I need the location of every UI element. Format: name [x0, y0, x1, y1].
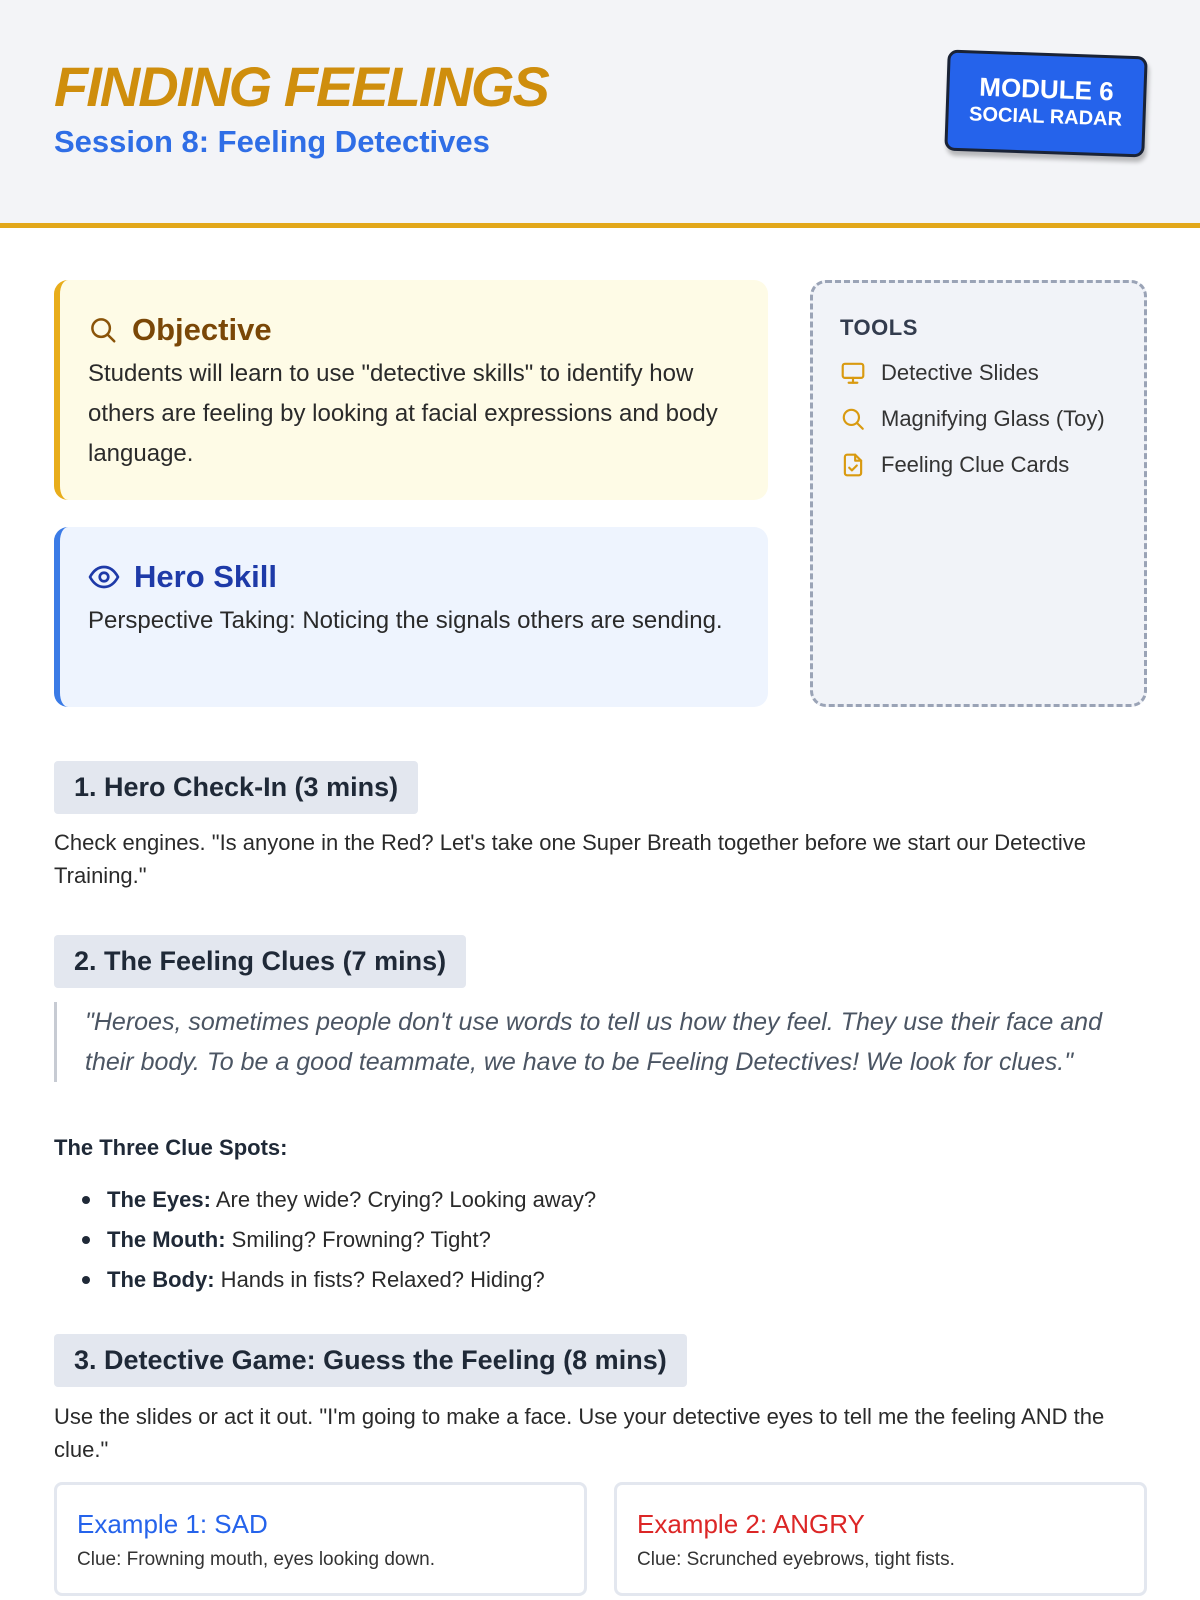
clue-spots-list: [54, 1180, 596, 1300]
clue-spot-text: Hands in fists? Relaxed? Hiding?: [214, 1267, 545, 1292]
list-item: [54, 1260, 596, 1300]
example-title: Example 1: SAD: [77, 1509, 268, 1539]
hero-skill-text: Perspective Taking: Noticing the signals others are sending.: [88, 607, 723, 634]
clue-spot-label: The Body:: [107, 1267, 215, 1292]
example-title: Example 2: ANGRY: [637, 1509, 865, 1539]
magnifier-icon: [88, 315, 118, 345]
module-badge-name: SOCIAL RADAR: [968, 103, 1123, 131]
objective-header: [88, 310, 742, 350]
session-subtitle: Session 8: Feeling Detectives: [54, 124, 490, 159]
clue-spots-title: The Three Clue Spots:: [54, 1135, 288, 1160]
clue-spot-text: Smiling? Frowning? Tight?: [225, 1227, 491, 1252]
section-heading-feeling-clues: 2. The Feeling Clues (7 mins): [54, 935, 466, 988]
hero-skill-card: [54, 527, 768, 707]
tools-panel: [810, 280, 1147, 707]
detective-game-text: Use the slides or act it out. "I'm going to make a face. Use your detective eyes to tell me the feeling AND the clue.": [54, 1404, 1105, 1462]
objective-text: Students will learn to use "detective skills" to identify how others are feeling by looking at facial expressions and body language.: [88, 360, 718, 467]
clue-spot-label: The Mouth:: [107, 1227, 226, 1252]
tool-label: Detective Slides: [881, 360, 1039, 385]
tools-list: [840, 357, 1118, 481]
file-check-icon: [840, 452, 866, 478]
tool-label: Magnifying Glass (Toy): [881, 406, 1105, 431]
module-badge: [944, 50, 1147, 158]
eye-icon: [88, 561, 120, 593]
example-card-sad: [54, 1482, 587, 1596]
objective-title: Objective: [132, 312, 272, 347]
example-clue: Clue: Frowning mouth, eyes looking down.: [77, 1549, 436, 1570]
tool-item: [840, 403, 1118, 435]
tools-title: TOOLS: [840, 315, 918, 340]
hero-skill-title: Hero Skill: [134, 559, 277, 594]
check-in-text: Check engines. "Is anyone in the Red? Let's take one Super Breath together before we start our Detective Training.": [54, 830, 1086, 888]
page-title: FINDING FEELINGS: [54, 55, 548, 118]
page-header: [0, 0, 1200, 228]
clue-spot-label: The Eyes:: [107, 1187, 211, 1212]
section-heading-check-in: 1. Hero Check-In (3 mins): [54, 761, 418, 814]
section-heading-detective-game: 3. Detective Game: Guess the Feeling (8 mins): [54, 1334, 687, 1387]
tool-label: Feeling Clue Cards: [881, 452, 1070, 477]
hero-skill-header: [88, 557, 742, 597]
list-item: [54, 1180, 596, 1220]
monitor-icon: [840, 360, 866, 386]
magnifier-icon: [840, 406, 866, 432]
module-badge-number: MODULE 6: [978, 71, 1115, 107]
clue-spot-text: Are they wide? Crying? Looking away?: [210, 1187, 597, 1212]
tool-item: [840, 357, 1118, 389]
list-item: [54, 1220, 596, 1260]
tool-item: [840, 449, 1118, 481]
example-clue: Clue: Scrunched eyebrows, tight fists.: [637, 1549, 955, 1570]
feeling-clues-quote: "Heroes, sometimes people don't use words to tell us how they feel. They use their face and their body. To be a good teammate, we have to be Feeling Detectives! We look for clues.": [54, 1002, 1146, 1082]
objective-card: [54, 280, 768, 500]
example-card-angry: [614, 1482, 1147, 1596]
